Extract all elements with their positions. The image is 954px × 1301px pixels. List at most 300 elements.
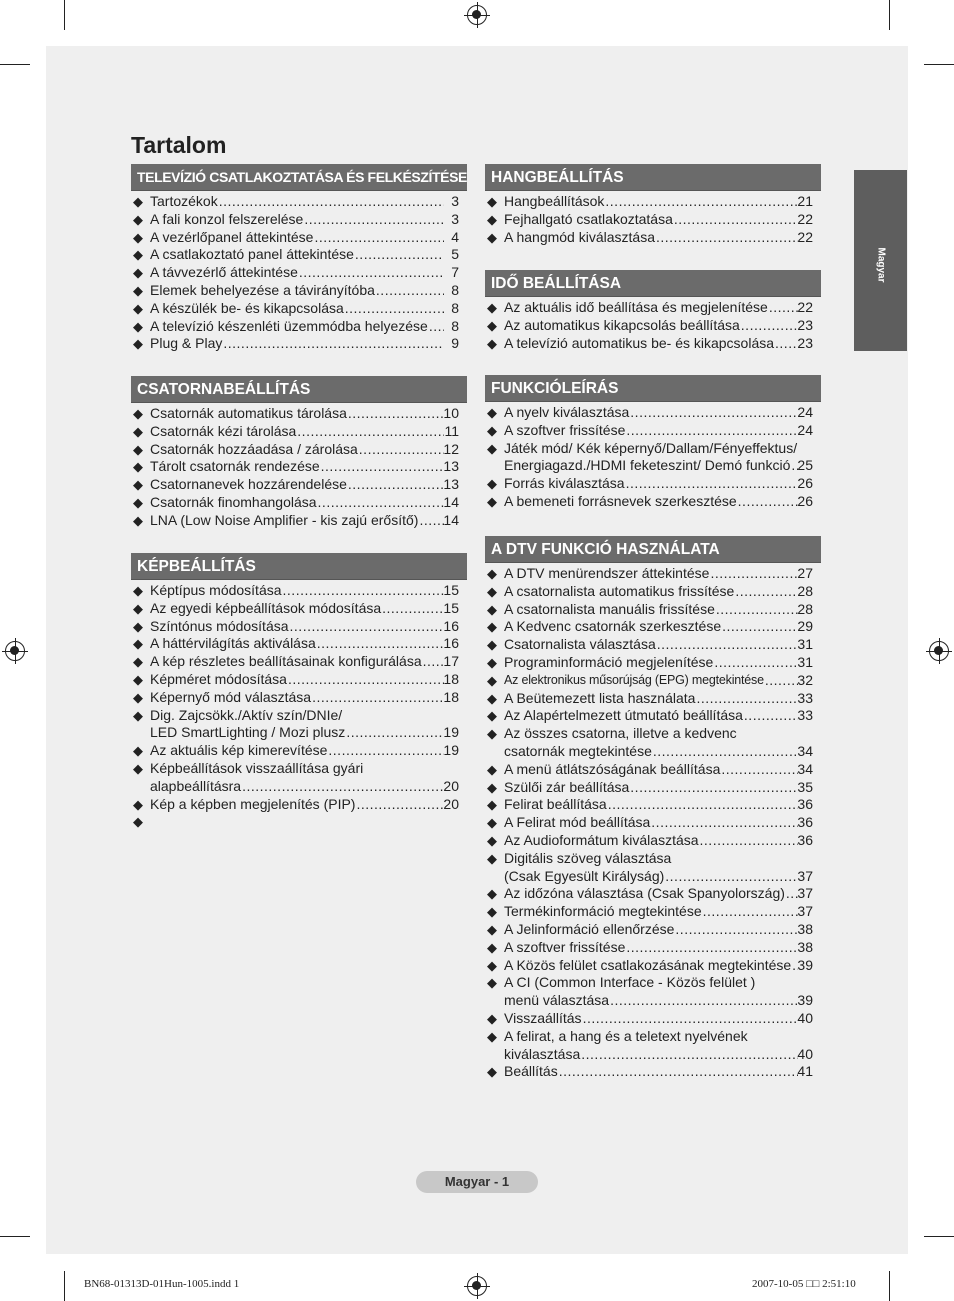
- leader-dots: [242, 778, 444, 796]
- bullet-diamond-icon: ◆: [133, 211, 143, 227]
- bullet-diamond-icon: ◆: [133, 654, 143, 670]
- bullet-diamond-icon: ◆: [487, 211, 497, 227]
- bullet-diamond-icon: ◆: [487, 583, 497, 599]
- toc-entry[interactable]: [485, 229, 821, 247]
- bullet-diamond-icon: ◆: [487, 1010, 497, 1026]
- bullet-diamond-icon: ◆: [133, 318, 143, 334]
- toc-page-number: 33: [797, 689, 813, 706]
- leader-dots: [716, 601, 798, 619]
- toc-entry-title: A Felirat mód beállítása: [504, 814, 651, 831]
- bullet-diamond-icon: ◆: [133, 282, 143, 298]
- toc-entry[interactable]: [485, 654, 821, 672]
- toc-page-number: 15: [443, 582, 459, 598]
- toc-entry[interactable]: [485, 1063, 821, 1081]
- bullet-diamond-icon: ◆: [487, 957, 497, 973]
- bullet-diamond-icon: ◆: [133, 671, 143, 687]
- toc-entry[interactable]: [485, 583, 821, 601]
- toc-entry-title: A Közös felület csatlakozásának megtekintése: [504, 956, 792, 973]
- toc-entry[interactable]: [131, 689, 467, 707]
- toc-entry-title: Az aktuális idő beállítása és megjelenítése: [504, 299, 768, 315]
- bullet-diamond-icon: ◆: [487, 904, 497, 920]
- leader-dots: [318, 494, 444, 512]
- leader-dots: [703, 903, 798, 921]
- bullet-diamond-icon: ◆: [133, 406, 143, 421]
- leader-dots: [651, 814, 798, 832]
- toc-entry[interactable]: [485, 493, 821, 511]
- crop-mark: [64, 1271, 65, 1301]
- toc-entry-title: Játék mód/ Kék képernyő/Dallam/Fényeffektus/: [504, 439, 798, 456]
- leader-dots: [355, 246, 444, 264]
- bullet-diamond-icon: ◆: [487, 654, 497, 670]
- bullet-diamond-icon: ◆: [487, 229, 497, 245]
- leader-dots: [738, 493, 798, 511]
- bullet-diamond-icon: ◆: [133, 689, 143, 705]
- bullet-diamond-icon: ◆: [487, 797, 497, 813]
- leader-dots: [626, 939, 798, 957]
- toc-entry[interactable]: [131, 423, 467, 441]
- toc-entry[interactable]: [131, 512, 467, 530]
- toc-page-number: 23: [797, 334, 813, 351]
- bullet-diamond-icon: ◆: [487, 300, 497, 315]
- toc-page-number: 20: [443, 777, 459, 794]
- toc-entry-title-continued: alapbeállításra: [150, 777, 242, 794]
- toc-entry-title: Hangbeállítások: [504, 193, 605, 209]
- toc-entry-title: Tárolt csatornák rendezése: [150, 458, 320, 475]
- toc-entry-title: Forrás kiválasztása: [504, 475, 625, 492]
- bullet-diamond-icon: ◆: [133, 494, 143, 510]
- toc-section-dtv: [485, 536, 821, 1081]
- bullet-diamond-icon: ◆: [133, 459, 143, 475]
- toc-page-number: 11: [444, 422, 459, 439]
- toc-entry[interactable]: [131, 760, 467, 796]
- toc-entry-title: Elemek behelyezése a távirányítóba: [150, 281, 375, 298]
- toc-section-tv-setup: [131, 164, 467, 353]
- toc-entry[interactable]: [485, 317, 821, 335]
- toc-entry-title: Fejhallgató csatlakoztatása: [504, 210, 673, 227]
- toc-entry-title: A Jelinformáció ellenőrzése: [504, 920, 675, 937]
- toc-page-number: 26: [797, 475, 813, 492]
- bullet-diamond-icon: ◆: [133, 423, 143, 439]
- toc-page-number: 26: [797, 492, 813, 509]
- bullet-diamond-icon: ◆: [133, 583, 143, 598]
- toc-page-number: 27: [797, 565, 813, 581]
- toc-entry-title: Képernyő mód választása: [150, 688, 312, 705]
- toc-entry[interactable]: [131, 494, 467, 512]
- toc-entry-title-continued: (Csak Egyesült Királyság): [504, 867, 665, 884]
- toc-page-number: 22: [797, 299, 813, 315]
- toc-page-number: 4: [451, 228, 459, 245]
- toc-entry-title: Visszaállítás: [504, 1009, 582, 1026]
- toc-entry-title-continued: menü választása: [504, 992, 610, 1009]
- toc-page-number: 41: [797, 1063, 813, 1080]
- toc-entry-title: Az Audioformátum kiválasztása: [504, 831, 699, 848]
- toc-entry[interactable]: [131, 193, 467, 211]
- toc-page-number: 8: [451, 317, 459, 334]
- leader-dots: [626, 422, 798, 440]
- toc-entry-title-continued: csatornák megtekintése: [504, 742, 652, 759]
- toc-entry-title: A nyelv kiválasztása: [504, 404, 630, 420]
- footer-file-name: BN68-01313D-01Hun-1005.indd 1: [84, 1278, 240, 1290]
- toc-entry[interactable]: [485, 725, 821, 761]
- bullet-diamond-icon: ◆: [487, 815, 497, 831]
- bullet-diamond-icon: ◆: [487, 690, 497, 706]
- bullet-diamond-icon: ◆: [487, 886, 497, 902]
- toc-entry-title: Termékinformáció megtekintése: [504, 903, 702, 920]
- toc-entry[interactable]: [131, 282, 467, 300]
- bullet-diamond-icon: ◆: [487, 493, 497, 509]
- bullet-diamond-icon: ◆: [487, 405, 497, 420]
- toc-page-number: 38: [797, 920, 813, 937]
- toc-entry[interactable]: [485, 299, 821, 317]
- toc-entry[interactable]: [131, 318, 467, 336]
- toc-entry[interactable]: [131, 635, 467, 653]
- toc-entry[interactable]: [485, 211, 821, 229]
- toc-entry[interactable]: [131, 618, 467, 636]
- toc-entry-title-continued: Energiagazd./HDMI feketeszint/ Demó funkció: [504, 457, 791, 474]
- leader-dots: [626, 475, 798, 493]
- toc-entry-title: A kép részletes beállításainak konfigurálása: [150, 653, 422, 670]
- toc-entry-title: Az egyedi képbeállítások módosítása: [150, 599, 382, 616]
- toc-page-number: 12: [443, 440, 459, 457]
- toc-entry[interactable]: [485, 939, 821, 957]
- leader-dots: [345, 300, 444, 318]
- toc-page-number: 9: [451, 335, 459, 352]
- toc-entry-title: Felirat beállítása: [504, 796, 607, 813]
- leader-dots: [559, 1063, 798, 1081]
- toc-entry[interactable]: [485, 422, 821, 440]
- toc-entry[interactable]: [485, 957, 821, 975]
- toc-entry-title: A televízió automatikus be- és kikapcsolása: [504, 334, 775, 351]
- toc-page-number: 14: [443, 511, 459, 528]
- leader-dots: [665, 868, 798, 886]
- toc-page-number: 3: [451, 193, 459, 209]
- toc-entry-title: A CI (Common Interface - Közös felület ): [504, 974, 756, 991]
- toc-page-number: 33: [797, 707, 813, 724]
- toc-entry-title: A háttérvilágítás aktiválása: [150, 635, 316, 652]
- toc-entry-title: A menü átlátszóságának beállítása: [504, 760, 721, 777]
- registration-mark-icon: [5, 641, 25, 661]
- toc-page-number: 36: [797, 796, 813, 813]
- toc-entry-title: Csatornanevek hozzárendelése: [150, 476, 347, 493]
- registration-mark-icon: [467, 5, 487, 25]
- bullet-diamond-icon: ◆: [133, 600, 143, 616]
- leader-dots: [583, 1010, 798, 1028]
- bullet-diamond-icon: ◆: [133, 636, 143, 652]
- toc-page-number: 39: [797, 956, 813, 973]
- toc-page-number: 18: [443, 688, 459, 705]
- toc-entry[interactable]: [485, 404, 821, 422]
- toc-page-number: 13: [443, 458, 459, 475]
- toc-entry-title: Dig. Zajcsökk./Aktív szín/DNIe/: [150, 706, 343, 723]
- toc-entry-title: A hangmód kiválasztása: [504, 228, 655, 245]
- leader-dots: [741, 317, 798, 335]
- toc-page-number: 18: [443, 670, 459, 687]
- leader-dots: [376, 282, 444, 300]
- toc-entry-title: Csatornák kézi tárolása: [150, 422, 297, 439]
- section-heading: FUNKCIÓLEÍRÁS: [485, 375, 821, 402]
- toc-entry[interactable]: [485, 440, 821, 476]
- bullet-diamond-icon: ◆: [133, 265, 143, 281]
- toc-page-number: 14: [443, 493, 459, 510]
- toc-entry-title: Beállítás: [504, 1063, 558, 1080]
- leader-dots: [290, 618, 444, 636]
- bullet-diamond-icon: ◆: [487, 566, 497, 581]
- toc-entry[interactable]: [485, 832, 821, 850]
- leader-dots: [328, 742, 444, 760]
- toc-entry[interactable]: [131, 211, 467, 229]
- crop-mark: [924, 1236, 954, 1237]
- toc-entry-title: Plug & Play: [150, 335, 223, 352]
- bullet-diamond-icon: ◆: [487, 335, 497, 351]
- language-side-tab-label: Magyar: [875, 247, 886, 283]
- toc-entry-title: Csatornák hozzáadása / zárolása: [150, 440, 358, 457]
- toc-entry-title: Képméret módosítása: [150, 670, 287, 687]
- crop-mark: [0, 1236, 30, 1237]
- bullet-diamond-icon: ◆: [487, 1064, 497, 1080]
- bullet-diamond-icon: ◆: [133, 512, 143, 528]
- leader-dots: [696, 690, 798, 708]
- toc-entry-title-continued: kiválasztása: [504, 1045, 581, 1062]
- bullet-diamond-icon: ◆: [133, 247, 143, 263]
- leader-dots: [304, 211, 444, 229]
- toc-entry[interactable]: [131, 458, 467, 476]
- toc-entry-title: Az Alapértelmezett útmutató beállítása: [504, 707, 743, 724]
- leader-dots: [283, 582, 444, 600]
- toc-entry[interactable]: [131, 405, 467, 423]
- leader-dots: [610, 992, 798, 1010]
- bullet-diamond-icon: ◆: [487, 1028, 497, 1044]
- toc-page-number: 25: [797, 457, 813, 474]
- leader-dots: [314, 229, 444, 247]
- bullet-diamond-icon: ◆: [133, 707, 143, 723]
- toc-entry-title: A csatlakoztató panel áttekintése: [150, 246, 354, 263]
- toc-entry[interactable]: [131, 476, 467, 494]
- toc-page-number: 37: [797, 885, 813, 902]
- bullet-diamond-icon: ◆: [133, 300, 143, 316]
- leader-dots: [356, 796, 444, 814]
- toc-entry-title: A szoftver frissítése: [504, 421, 626, 438]
- registration-mark-icon: [929, 641, 949, 661]
- toc-section-functions: [485, 375, 821, 511]
- toc-entry-title: LNA (Low Noise Amplifier - kis zajú erősítő): [150, 511, 419, 528]
- toc-page-number: 20: [443, 795, 459, 812]
- bullet-diamond-icon: ◆: [487, 708, 497, 724]
- leader-dots: [721, 761, 798, 779]
- crop-mark: [64, 0, 65, 30]
- bullet-diamond-icon: ◆: [487, 975, 497, 991]
- toc-entry-title: Szülői zár beállítása: [504, 778, 630, 795]
- leader-dots: [223, 335, 444, 353]
- page-number-badge: Magyar - 1: [416, 1171, 538, 1193]
- bullet-diamond-icon: ◆: [133, 441, 143, 457]
- toc-entry[interactable]: [131, 707, 467, 743]
- toc-entry[interactable]: [131, 300, 467, 318]
- toc-page-number: 22: [797, 228, 813, 245]
- toc-entry[interactable]: [485, 1010, 821, 1028]
- toc-entry[interactable]: [485, 779, 821, 797]
- toc-entry[interactable]: [131, 582, 467, 600]
- toc-entry[interactable]: [131, 335, 467, 353]
- toc-page-number: 29: [797, 618, 813, 635]
- leader-dots: [674, 211, 798, 229]
- leader-dots: [605, 193, 798, 211]
- toc-entry-title: Csatornák automatikus tárolása: [150, 405, 347, 421]
- toc-entry[interactable]: [131, 246, 467, 264]
- leader-dots: [675, 921, 798, 939]
- leader-dots: [653, 743, 798, 761]
- toc-entry[interactable]: [485, 475, 821, 493]
- leader-dots: [630, 404, 798, 422]
- footer-timestamp: 2007-10-05 □□ 2:51:10: [752, 1278, 856, 1290]
- bullet-diamond-icon: ◆: [133, 796, 143, 812]
- toc-entry-title: A fali konzol felszerelése: [150, 210, 304, 227]
- toc-entry[interactable]: [485, 618, 821, 636]
- crop-mark: [924, 64, 954, 65]
- bullet-diamond-icon: ◆: [487, 939, 497, 955]
- leader-dots: [700, 832, 798, 850]
- toc-page-number: 19: [443, 742, 459, 759]
- toc-entry[interactable]: [485, 814, 821, 832]
- toc-page-number: 7: [451, 264, 459, 281]
- leader-dots: [346, 724, 444, 742]
- toc-entry[interactable]: [131, 742, 467, 760]
- toc-page-number: 3: [451, 210, 459, 227]
- leader-dots: [630, 779, 798, 797]
- toc-entry[interactable]: [485, 850, 821, 886]
- toc-page-number: 37: [797, 903, 813, 920]
- bullet-diamond-icon: ◆: [133, 743, 143, 759]
- toc-page-number: 31: [797, 636, 813, 653]
- toc-entry-title: A Beütemezett lista használata: [504, 689, 696, 706]
- toc-entry[interactable]: [131, 796, 467, 814]
- leader-dots: [710, 565, 798, 583]
- leader-dots: [321, 458, 444, 476]
- toc-entry[interactable]: [485, 707, 821, 725]
- toc-page-number: 40: [797, 1045, 813, 1062]
- toc-entry-title: Képtípus módosítása: [150, 582, 282, 598]
- leader-dots: [657, 636, 798, 654]
- bullet-diamond-icon: ◆: [487, 619, 497, 635]
- toc-entry[interactable]: [485, 761, 821, 779]
- toc-entry[interactable]: [485, 903, 821, 921]
- toc-entry[interactable]: [485, 974, 821, 1010]
- toc-entry-title: Az időzóna választása (Csak Spanyolország): [504, 885, 785, 902]
- toc-entry[interactable]: [131, 671, 467, 689]
- toc-entry-title-continued: LED SmartLighting / Mozi plusz: [150, 724, 346, 741]
- leader-dots: [656, 229, 798, 247]
- crop-mark: [889, 0, 890, 30]
- language-side-tab: [854, 170, 907, 351]
- leader-dots: [348, 405, 444, 423]
- registration-mark-icon: [467, 1276, 487, 1296]
- toc-entry-title: A vezérlőpanel áttekintése: [150, 228, 314, 245]
- toc-page-number: 13: [443, 476, 459, 493]
- leader-dots: [735, 583, 798, 601]
- toc-page-number: 8: [451, 281, 459, 298]
- toc-entry[interactable]: [485, 885, 821, 903]
- toc-page-number: 32: [797, 671, 813, 688]
- toc-page-number: 17: [443, 653, 459, 670]
- toc-page-number: 28: [797, 600, 813, 617]
- toc-section-sound: [485, 164, 821, 246]
- bullet-diamond-icon: ◆: [487, 601, 497, 617]
- toc-entry[interactable]: [485, 921, 821, 939]
- toc-entry[interactable]: [485, 565, 821, 583]
- leader-dots: [722, 618, 798, 636]
- section-heading: A DTV FUNKCIÓ HASZNÁLATA: [485, 536, 821, 563]
- toc-page-number: 28: [797, 582, 813, 599]
- bullet-diamond-icon: ◆: [133, 229, 143, 245]
- toc-entry-title: Programinformáció megjelenítése: [504, 653, 714, 670]
- toc-entry-title: Kép a képben megjelenítés (PIP): [150, 795, 356, 812]
- section-heading: CSATORNABEÁLLÍTÁS: [131, 376, 467, 403]
- bullet-diamond-icon: ◆: [487, 726, 497, 742]
- bullet-diamond-icon: ◆: [487, 779, 497, 795]
- page-title: Tartalom: [131, 132, 227, 158]
- section-heading: TELEVÍZIÓ CSATLAKOZTATÁSA ÉS FELKÉSZÍTÉSE: [131, 164, 467, 191]
- toc-entry[interactable]: [131, 264, 467, 282]
- bullet-diamond-icon: ◆: [487, 850, 497, 866]
- bullet-diamond-icon: ◆: [487, 672, 497, 688]
- toc-entry[interactable]: [485, 796, 821, 814]
- toc-entry[interactable]: [485, 672, 821, 690]
- toc-page-number: 35: [797, 778, 813, 795]
- toc-page-number: 40: [797, 1009, 813, 1026]
- toc-entry-title: Digitális szöveg választása: [504, 849, 672, 866]
- toc-entry[interactable]: [485, 636, 821, 654]
- toc-entry[interactable]: [131, 229, 467, 247]
- toc-entry[interactable]: [485, 1028, 821, 1064]
- bullet-diamond-icon: ◆: [133, 760, 143, 776]
- crop-mark: [889, 1271, 890, 1301]
- toc-entry-title: A televízió készenléti üzemmódba helyezése: [150, 317, 428, 334]
- toc-page-number: 16: [443, 617, 459, 634]
- toc-page-number: 5: [451, 246, 459, 263]
- bullet-diamond-icon: ◆: [487, 476, 497, 492]
- toc-entry[interactable]: [131, 653, 467, 671]
- toc-page-number: 16: [443, 635, 459, 652]
- toc-page-number: 34: [797, 742, 813, 759]
- toc-entry-title: A felirat, a hang és a teletext nyelvének: [504, 1027, 748, 1044]
- toc-entry[interactable]: [485, 690, 821, 708]
- toc-entry[interactable]: [131, 441, 467, 459]
- leader-dots: [581, 1046, 798, 1064]
- toc-entry[interactable]: [485, 193, 821, 211]
- leader-dots: [608, 796, 798, 814]
- toc-page-number: 23: [797, 316, 813, 333]
- bullet-diamond-icon: ◆: [487, 921, 497, 937]
- toc-entry-title: Tartozékok: [150, 193, 218, 209]
- toc-entry[interactable]: [131, 600, 467, 618]
- toc-entry-title: Csatornák finomhangolása: [150, 493, 317, 510]
- leader-dots: [312, 689, 444, 707]
- toc-section-channels: [131, 376, 467, 530]
- leader-dots: [359, 441, 444, 459]
- bullet-diamond-icon: ◆: [487, 761, 497, 777]
- toc-entry[interactable]: [485, 335, 821, 353]
- toc-entry-title: A bemeneti forrásnevek szerkesztése: [504, 492, 737, 509]
- leader-dots: [714, 654, 798, 672]
- toc-entry-title: A DTV menürendszer áttekintése: [504, 565, 710, 581]
- toc-entry-title: Színtónus módosítása: [150, 617, 289, 634]
- bullet-diamond-icon: ◆: [487, 440, 497, 456]
- toc-entry-title: Képbeállítások visszaállítása gyári: [150, 759, 364, 776]
- toc-page-number: 31: [797, 653, 813, 670]
- toc-entry[interactable]: [485, 601, 821, 619]
- toc-page-number: 38: [797, 938, 813, 955]
- toc-entry-title: Az aktuális kép kimerevítése: [150, 742, 328, 759]
- leader-dots: [348, 476, 444, 494]
